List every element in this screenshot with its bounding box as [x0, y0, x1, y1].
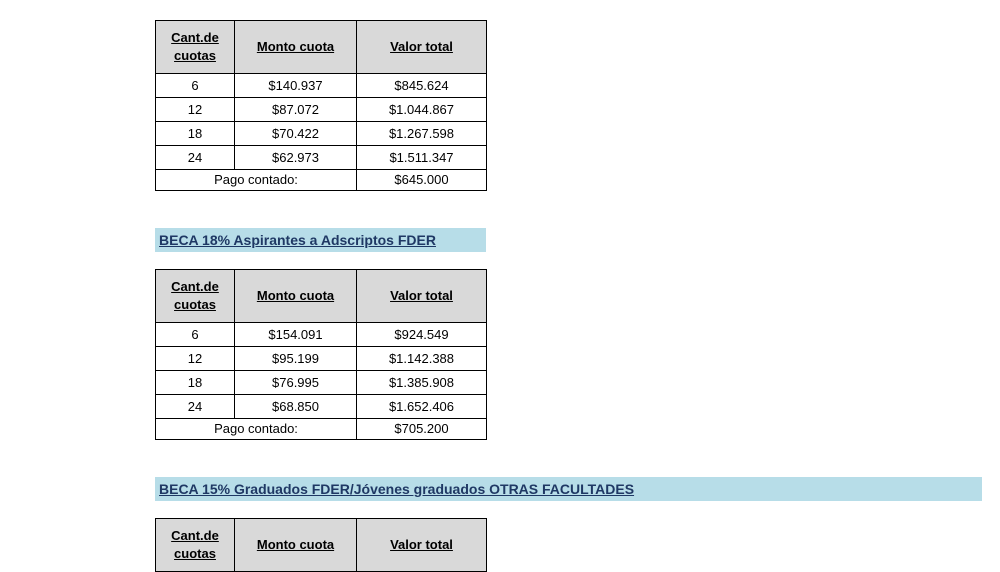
section-heading-text: BECA 15% Graduados FDER/Jóvenes graduados OTRAS FACULTADES: [159, 481, 635, 497]
table-row: [156, 347, 487, 371]
cell-total: $1.142.388: [357, 347, 487, 371]
header-valor-total: Valor total: [357, 21, 487, 74]
cell-total: $924.549: [357, 323, 487, 347]
table-row: [156, 323, 487, 347]
cell-cuotas: 12: [156, 98, 235, 122]
cell-cuotas: 24: [156, 395, 235, 419]
cell-total: $1.511.347: [357, 146, 487, 170]
installments-table-1: [155, 20, 487, 191]
table-row: [156, 122, 487, 146]
table-row: [156, 74, 487, 98]
table-header-row: [156, 519, 487, 572]
cash-payment-label: Pago contado:: [156, 419, 357, 440]
table-header-row: [156, 21, 487, 74]
cell-monto: $68.850: [235, 395, 357, 419]
header-valor-total: Valor total: [357, 519, 487, 572]
table-header-row: [156, 270, 487, 323]
cell-cuotas: 24: [156, 146, 235, 170]
table-row: [156, 98, 487, 122]
header-cant-cuotas: Cant.de cuotas: [156, 270, 235, 323]
header-cant-cuotas: Cant.de cuotas: [156, 21, 235, 74]
cash-payment-label: Pago contado:: [156, 170, 357, 191]
cell-cuotas: 6: [156, 74, 235, 98]
header-monto-cuota: Monto cuota: [235, 270, 357, 323]
cell-cuotas: 18: [156, 371, 235, 395]
cell-total: $1.267.598: [357, 122, 487, 146]
cell-total: $845.624: [357, 74, 487, 98]
cell-total: $1.385.908: [357, 371, 487, 395]
cell-cuotas: 18: [156, 122, 235, 146]
cell-monto: $140.937: [235, 74, 357, 98]
table-row: [156, 395, 487, 419]
cell-cuotas: 12: [156, 347, 235, 371]
cell-total: $1.652.406: [357, 395, 487, 419]
cell-total: $1.044.867: [357, 98, 487, 122]
table-row: [156, 146, 487, 170]
cell-monto: $76.995: [235, 371, 357, 395]
table-row: [156, 371, 487, 395]
cash-payment-row: [156, 170, 487, 191]
header-monto-cuota: Monto cuota: [235, 21, 357, 74]
installments-table-3: [155, 518, 487, 572]
cell-monto: $154.091: [235, 323, 357, 347]
cash-payment-value: $645.000: [357, 170, 487, 191]
header-cant-cuotas: Cant.de cuotas: [156, 519, 235, 572]
cash-payment-row: [156, 419, 487, 440]
section-heading-text: BECA 18% Aspirantes a Adscriptos FDER: [159, 232, 436, 248]
header-valor-total: Valor total: [357, 270, 487, 323]
section-heading-beca-18: [155, 228, 486, 252]
cell-cuotas: 6: [156, 323, 235, 347]
cell-monto: $87.072: [235, 98, 357, 122]
cash-payment-value: $705.200: [357, 419, 487, 440]
section-heading-beca-15: [155, 477, 982, 501]
installments-table-2: [155, 269, 487, 440]
cell-monto: $95.199: [235, 347, 357, 371]
cell-monto: $62.973: [235, 146, 357, 170]
header-monto-cuota: Monto cuota: [235, 519, 357, 572]
cell-monto: $70.422: [235, 122, 357, 146]
